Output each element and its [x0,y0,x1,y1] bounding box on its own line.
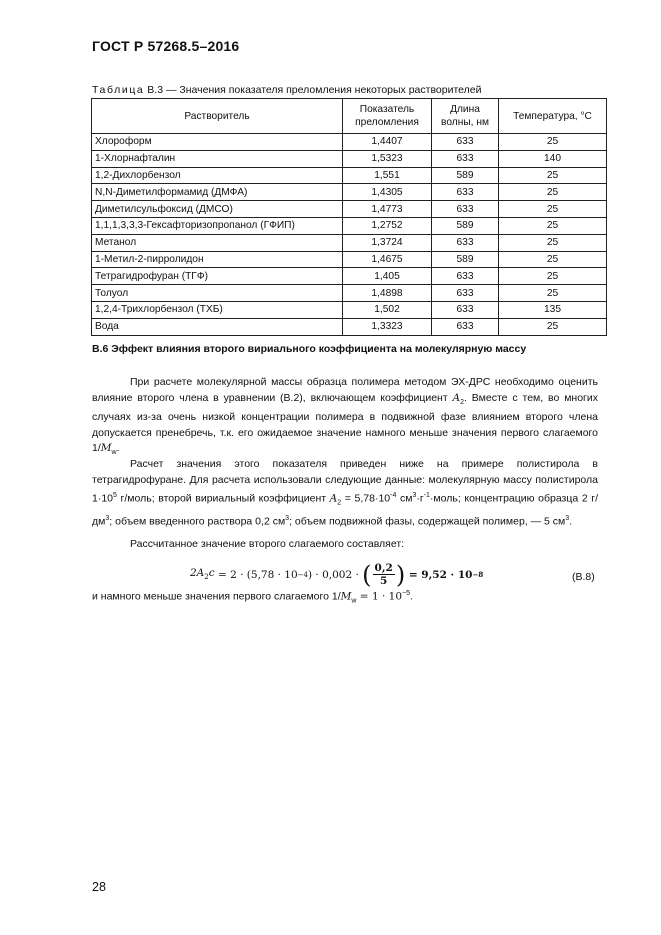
cell-wavelength: 633 [432,134,499,151]
formula-lhs-term: 2A [190,567,205,580]
table-row [92,285,607,302]
p2-text-b: г/моль; второй вириальный коэффициент [116,492,330,505]
p2-text-f: ·моль; концентрацию образца 2 г/дм [92,492,599,528]
table-caption [92,84,612,96]
header-temperature: Температура, °С [499,99,607,134]
p4-text-a: и намного меньше значения первого слагаемого 1/ [92,590,341,603]
p4-exp: −5 [402,590,410,597]
section-title [92,342,598,358]
formula-exp2: −8 [472,570,484,579]
formula-result: = 9,52 · 10 [405,568,473,581]
table-row [92,184,607,201]
cell-temperature: 25 [499,167,607,184]
formula-lhs-sub: 2 [204,573,209,582]
table-row [92,134,607,151]
cell-solvent: 1,1,1,3,3,3-Гексафторизопропанол (ГФИП) [92,217,343,234]
p2-text-e: ·г [416,492,424,505]
cell-temperature: 135 [499,301,607,318]
p2-text-i: . [569,515,573,528]
table-row [92,234,607,251]
cell-refractive-index: 1,4898 [343,285,432,302]
p2-exp4: -1 [423,492,430,500]
cell-solvent: Хлороформ [92,134,343,151]
cell-refractive-index: 1,4675 [343,251,432,268]
document-header: ГОСТ Р 57268.5–2016 [92,38,240,54]
cell-refractive-index: 1,4407 [343,134,432,151]
formula-lhs [190,567,215,581]
p1-symbol-m: M [100,442,112,455]
section-title-text: В.6 Эффект влияния второго вириального коэффициента на молекулярную массу [92,343,527,355]
formula-b8 [190,562,490,587]
cell-temperature: 25 [499,201,607,218]
header-solvent: Растворитель [92,99,343,134]
cell-refractive-index: 1,2752 [343,217,432,234]
formula-paren-left: ( [362,560,372,589]
cell-refractive-index: 1,3323 [343,318,432,335]
cell-solvent: Толуол [92,285,343,302]
cell-refractive-index: 1,4305 [343,184,432,201]
page-number: 28 [92,880,106,894]
p4-sub-w: w [351,597,357,605]
cell-wavelength: 633 [432,268,499,285]
table-caption-text: В.3 — Значения показателя преломления некоторых растворителей [144,84,482,96]
cell-solvent: Диметилсульфоксид (ДМСО) [92,201,343,218]
p2-exp6: 3 [285,515,290,523]
cell-solvent: 1-Метил-2-пирролидон [92,251,343,268]
table-row [92,268,607,285]
cell-wavelength: 633 [432,318,499,335]
cell-refractive-index: 1,502 [343,301,432,318]
cell-wavelength: 633 [432,301,499,318]
table-row [92,217,607,234]
table-row [92,251,607,268]
cell-solvent: 1,2,4-Трихлорбензол (ТХБ) [92,301,343,318]
p1-text-a: При расчете молекулярной массы образца полимера методом ЭХ-ДРС необходимо оценить влияние второго члена в уравнении (В.2), включающем коэффициент [92,376,598,404]
cell-wavelength: 633 [432,234,499,251]
solvents-table [91,98,607,336]
p2-exp7: 3 [565,515,570,523]
table-row [92,301,607,318]
cell-wavelength: 589 [432,167,499,184]
formula-numerator: 0,2 [374,562,393,574]
formula-exp1: −4 [297,570,308,579]
p2-exp2: -4 [390,492,397,500]
table-row [92,318,607,335]
cell-solvent: 1-Хлорнафталин [92,150,343,167]
cell-solvent: Тетрагидрофуран (ТГФ) [92,268,343,285]
cell-refractive-index: 1,4773 [343,201,432,218]
paragraph-1 [92,375,598,461]
cell-temperature: 25 [499,234,607,251]
formula-denominator: 5 [380,575,388,587]
p1-sub-w: w [111,449,117,457]
formula-lhs-c: c [208,567,215,580]
p2-text-a: Расчет значения этого показателя приведен ниже на примере полистирола в тетрагидрофуране. Для расчета использовали следующие данные: молекулярную массу полистирола 1·10 [92,458,598,505]
p2-sub: 2 [337,499,342,507]
p2-exp1: 5 [113,492,117,500]
cell-solvent: Вода [92,318,343,335]
cell-wavelength: 589 [432,251,499,268]
p1-symbol-a: A [452,391,461,404]
formula-fraction [373,562,395,587]
header-refractive-index: Показатель преломления [343,99,432,134]
p4-text-b: = 1 · 10 [356,590,402,603]
p4-symbol-m: M [340,590,352,603]
cell-refractive-index: 1,3724 [343,234,432,251]
cell-temperature: 25 [499,318,607,335]
table-row [92,150,607,167]
formula-paren-right: ) [395,560,406,589]
table-row [92,167,607,184]
p1-text-b: . Вместе с тем, во многих случаях из-за очень низкой концентрации полимера в подвижной фазе влиянием второго члена допускается пренебречь, т.к. его ожидаемое значение намного меньше значения первого слагаемого 1/ [92,391,598,455]
p2-exp5: 3 [105,515,110,523]
header-wavelength: Длина волны, нм [432,99,499,134]
cell-temperature: 25 [499,268,607,285]
p2-text-g: ; объем введенного раствора 0,2 см [109,515,286,528]
paragraph-4 [92,586,598,609]
p1-sub: 2 [460,398,465,406]
cell-wavelength: 633 [432,150,499,167]
cell-temperature: 25 [499,134,607,151]
table-row [92,201,607,218]
cell-solvent: Метанол [92,234,343,251]
p1-text-c: . [116,442,120,455]
paragraph-3: Рассчитанное значение второго слагаемого составляет: [130,538,405,550]
equation-number: (В.8) [572,571,595,583]
cell-solvent: 1,2-Дихлорбензол [92,167,343,184]
formula-mid2: ) · 0,002 · [307,568,363,581]
p4-text-c: . [409,590,413,603]
p2-symbol-a: A [329,492,338,505]
cell-refractive-index: 1,405 [343,268,432,285]
cell-refractive-index: 1,551 [343,167,432,184]
cell-temperature: 25 [499,217,607,234]
p2-text-d: см [396,492,413,505]
cell-wavelength: 633 [432,285,499,302]
cell-wavelength: 633 [432,201,499,218]
p2-text-h: ; объем подвижной фазы, содержащей полимер, — 5 см [289,515,566,528]
formula-mid: = 2 · (5,78 · 10 [214,568,298,581]
table-caption-prefix: Таблица [92,84,145,96]
p2-exp3: 3 [412,492,417,500]
cell-wavelength: 633 [432,184,499,201]
cell-wavelength: 589 [432,217,499,234]
paragraph-2 [92,457,598,530]
table-header-row [92,99,607,134]
p2-text-c: = 5,78·10 [341,492,391,505]
cell-refractive-index: 1,5323 [343,150,432,167]
cell-temperature: 140 [499,150,607,167]
cell-temperature: 25 [499,251,607,268]
cell-temperature: 25 [499,184,607,201]
cell-temperature: 25 [499,285,607,302]
cell-solvent: N,N-Диметилформамид (ДМФА) [92,184,343,201]
